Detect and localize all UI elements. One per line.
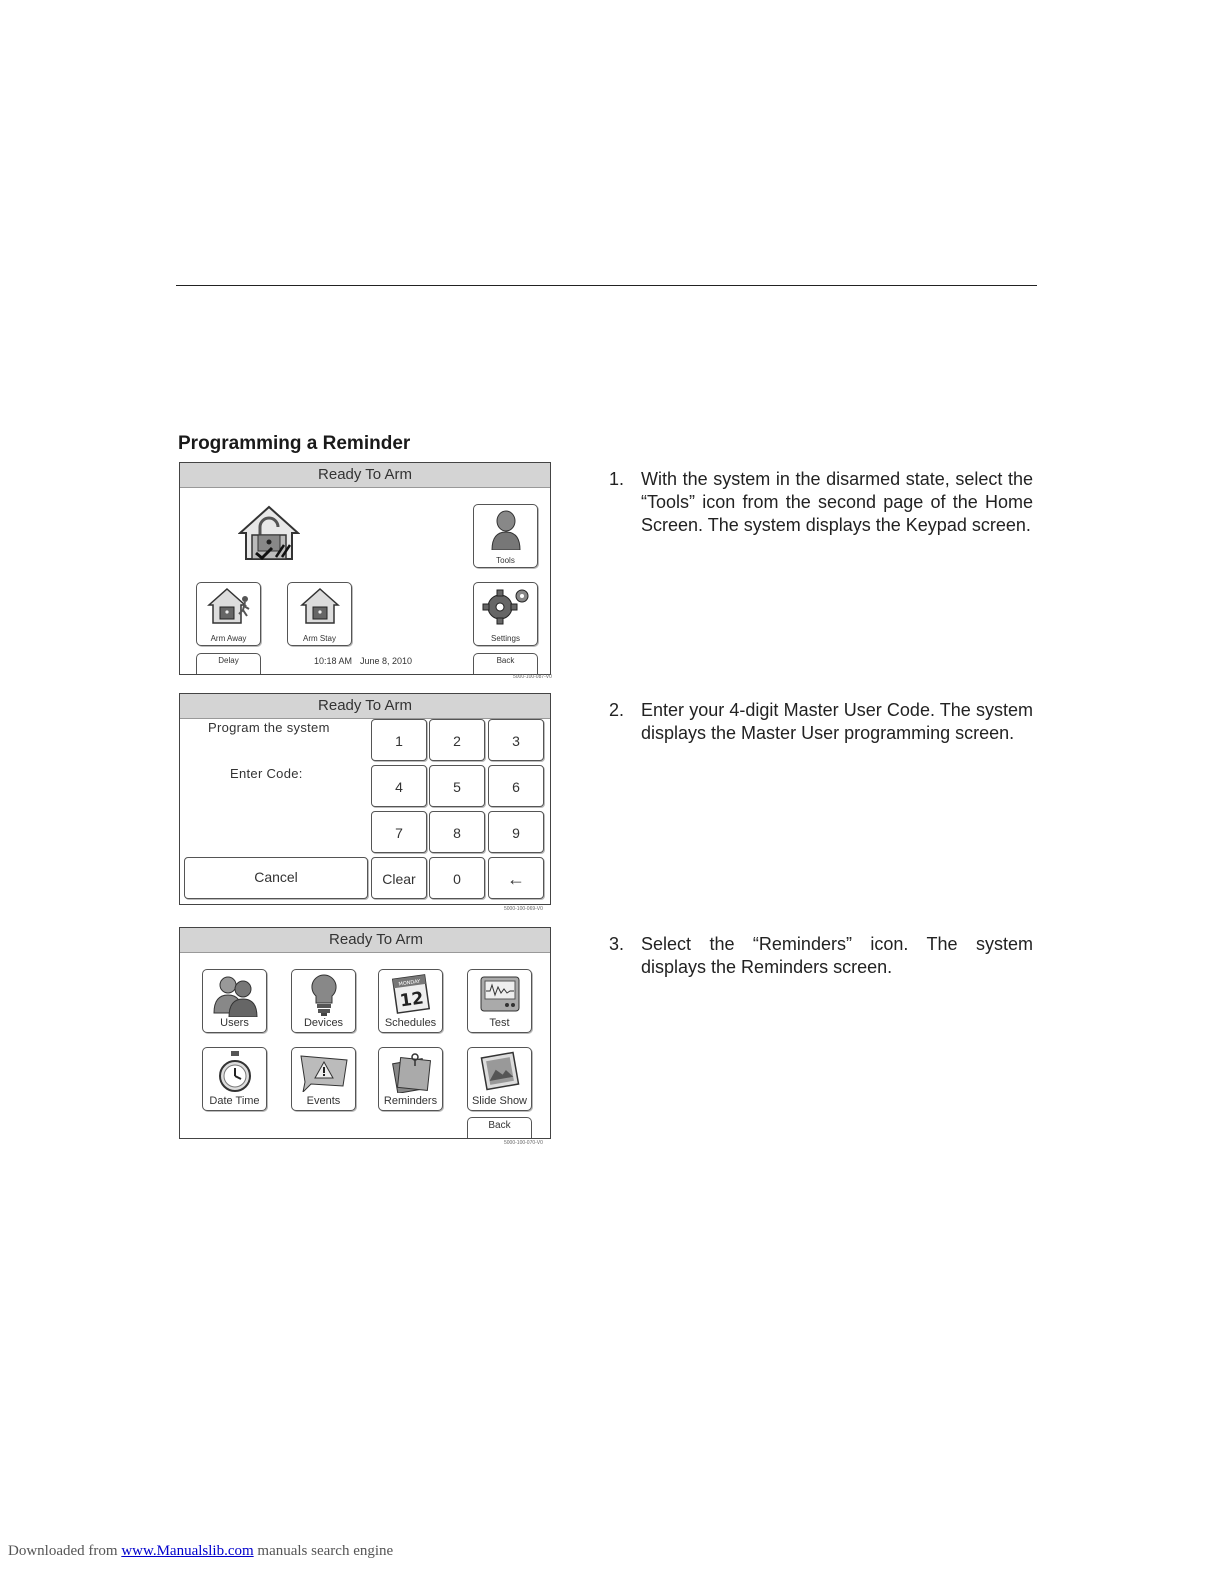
- key-8[interactable]: 8: [429, 811, 485, 853]
- arm-stay-label: Arm Stay: [303, 634, 336, 643]
- header-title: Ready To Arm: [329, 931, 423, 948]
- cancel-button[interactable]: Cancel: [184, 857, 368, 899]
- reminders-button[interactable]: [378, 1047, 443, 1111]
- lightbulb-icon: [309, 973, 339, 1017]
- test-monitor-icon: [479, 975, 521, 1013]
- calendar-day: 12: [398, 988, 425, 1012]
- date-time-label: Date Time: [209, 1095, 260, 1107]
- settings-gear-icon: [480, 587, 532, 625]
- arm-away-label: Arm Away: [210, 634, 247, 643]
- step-1: [609, 468, 1033, 537]
- events-warning-icon: [299, 1052, 349, 1092]
- key-1[interactable]: 1: [371, 719, 427, 761]
- step-text: Enter your 4-digit Master User Code. The system displays the Master User programming screen.: [641, 700, 1033, 743]
- step-number: 1.: [609, 469, 625, 489]
- key-5[interactable]: 5: [429, 765, 485, 807]
- key-0[interactable]: 0: [429, 857, 485, 899]
- backspace-button[interactable]: ←: [488, 857, 544, 899]
- schedules-label: Schedules: [384, 1017, 437, 1029]
- users-button[interactable]: [202, 969, 267, 1033]
- back-button[interactable]: Back: [473, 653, 538, 674]
- figure-code: 5000-100-087-V0: [513, 674, 552, 680]
- tools-screen-figure: [179, 927, 551, 1139]
- schedules-button[interactable]: [378, 969, 443, 1033]
- step-3: [609, 933, 1033, 979]
- step-text: Select the “Reminders” icon. The system displays the Reminders screen.: [641, 934, 1033, 977]
- key-7[interactable]: 7: [371, 811, 427, 853]
- home-screen-figure: [179, 462, 551, 675]
- step-number: 3.: [609, 934, 625, 954]
- reminders-notes-icon: [389, 1051, 433, 1093]
- key-4[interactable]: 4: [371, 765, 427, 807]
- events-button[interactable]: [291, 1047, 356, 1111]
- devices-button[interactable]: [291, 969, 356, 1033]
- arm-away-house-icon: [207, 587, 251, 625]
- keypad-screen-figure: [179, 693, 551, 905]
- slide-show-label: Slide Show: [471, 1095, 528, 1107]
- reminders-label: Reminders: [383, 1095, 438, 1107]
- step-number: 2.: [609, 700, 625, 720]
- figure-code: 5000-100-070-V0: [504, 1140, 543, 1146]
- clear-button[interactable]: Clear: [371, 857, 427, 899]
- devices-label: Devices: [303, 1017, 344, 1029]
- settings-button[interactable]: [473, 582, 538, 646]
- download-footer: [8, 1543, 393, 1560]
- tools-label: Tools: [496, 556, 515, 565]
- users-label: Users: [220, 1017, 249, 1029]
- delay-button[interactable]: Delay: [196, 653, 261, 674]
- settings-label: Settings: [491, 634, 520, 643]
- status-date: June 8, 2010: [360, 656, 413, 666]
- footer-suffix: manuals search engine: [253, 1543, 394, 1559]
- arm-away-button[interactable]: [196, 582, 261, 646]
- screen-header: Ready To Arm: [180, 463, 550, 488]
- test-button[interactable]: [467, 969, 532, 1033]
- key-3[interactable]: 3: [488, 719, 544, 761]
- program-system-text: Program the system: [208, 720, 330, 735]
- footer-prefix: Downloaded from: [8, 1543, 122, 1559]
- test-label: Test: [489, 1017, 510, 1029]
- users-icon: [212, 973, 258, 1017]
- slide-show-picture-icon: [480, 1051, 520, 1093]
- key-2[interactable]: 2: [429, 719, 485, 761]
- stopwatch-icon: [217, 1050, 253, 1094]
- status-time: 10:18 AM: [314, 656, 353, 666]
- step-text: With the system in the disarmed state, select the “Tools” icon from the second page of the Home Screen. The system displays the Keypad screen.: [641, 469, 1033, 535]
- arm-stay-house-icon: [300, 587, 340, 625]
- disarmed-house-icon: [238, 505, 300, 561]
- events-label: Events: [306, 1095, 341, 1107]
- header-rule: [176, 285, 1037, 286]
- manualslib-link[interactable]: www.Manualslib.com: [121, 1543, 254, 1559]
- calendar-month: MONDAY: [397, 978, 421, 988]
- enter-code-text: Enter Code:: [230, 766, 303, 781]
- key-9[interactable]: 9: [488, 811, 544, 853]
- date-time-button[interactable]: [202, 1047, 267, 1111]
- section-title: Programming a Reminder: [178, 433, 411, 454]
- tools-button[interactable]: [473, 504, 538, 568]
- screen-header: [180, 928, 550, 953]
- screen-header: Ready To Arm: [180, 694, 550, 719]
- slide-show-button[interactable]: [467, 1047, 532, 1111]
- calendar-icon: [391, 973, 431, 1015]
- step-2: [609, 699, 1033, 745]
- back-button[interactable]: Back: [467, 1117, 532, 1138]
- arm-stay-button[interactable]: [287, 582, 352, 646]
- tools-person-icon: [490, 510, 522, 550]
- figure-code: 5000-100-069-V0: [504, 906, 543, 912]
- key-6[interactable]: 6: [488, 765, 544, 807]
